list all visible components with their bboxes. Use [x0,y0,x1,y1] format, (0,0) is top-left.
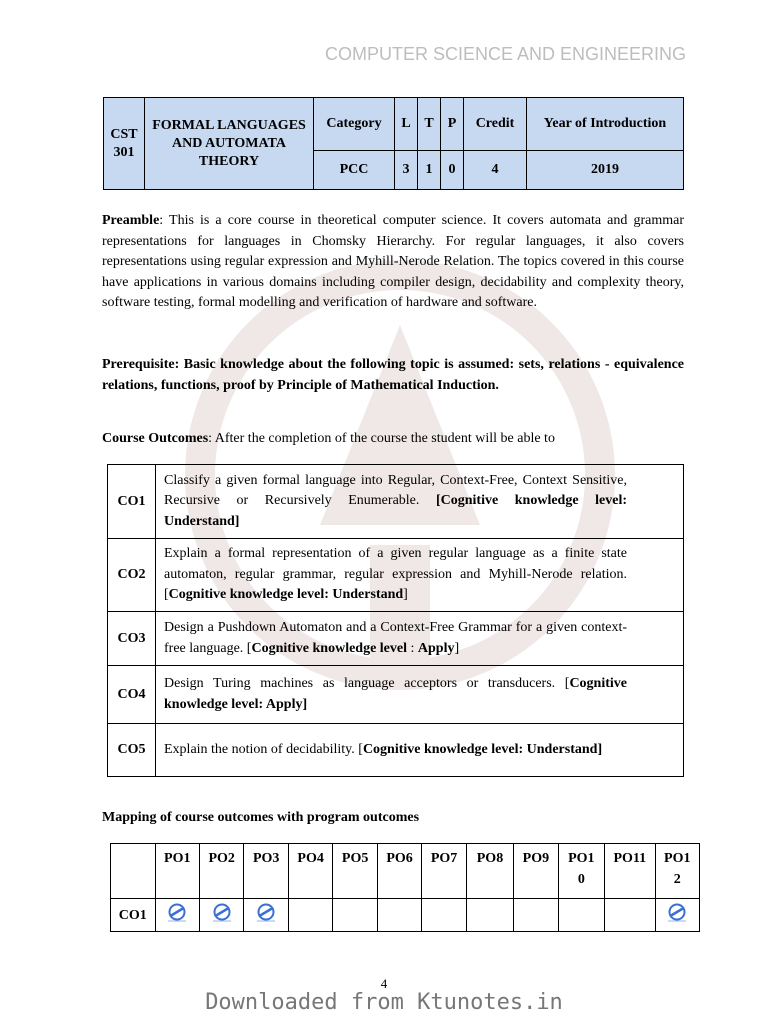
outcomes-label: Course Outcomes [102,431,209,446]
header-t: T [418,98,441,151]
value-year: 2019 [527,151,684,190]
co-row [108,724,684,777]
co-level: Cognitive knowledge level [251,640,407,656]
check-circle-icon [256,902,276,922]
po-mark-cell [155,899,199,932]
header-year: Year of Introduction [527,98,684,151]
po-header-9: PO9 [514,844,558,899]
co-level-tail: ] [403,587,408,603]
download-footer: Downloaded from Ktunotes.in [205,990,563,1015]
co-id: CO3 [108,612,156,666]
preamble-label: Preamble [102,213,160,228]
header-category: Category [314,98,395,151]
po-header-7: PO7 [422,844,466,899]
value-credit: 4 [464,151,527,190]
course-info-table [103,97,684,190]
outcomes-intro-text: : After the completion of the course the student will be able to [208,431,555,446]
po-header-10: PO1 0 [558,844,604,899]
co-description [156,724,684,777]
po-header-1: PO1 [155,844,199,899]
po-mark-cell [605,899,655,932]
value-p: 0 [441,151,464,190]
po-mark-cell [466,899,513,932]
course-outcomes-intro [102,429,684,450]
co-row [108,539,684,612]
co-row [108,465,684,539]
po-mark-cell [377,899,421,932]
value-category: PCC [314,151,395,190]
po-mark-cell [244,899,288,932]
po-header-row [111,844,700,899]
po-data-row [111,899,700,932]
check-circle-icon [167,902,187,922]
co-row [108,612,684,666]
po-mark-cell [199,899,243,932]
corner-cell [111,844,156,899]
preamble-text: : This is a core course in theoretical computer science. It covers automata and grammar representations for languages in Chomsky Hierarchy. For regular languages, it also covers representations using regular expression and Myhill-Nerode Relation. The topics covered in this course have applications in various domains including compiler design, decidability and complexity theory, software testing, formal modelling and verification of hardware and software. [102,213,684,311]
po-header-6: PO6 [377,844,421,899]
co-level: Cognitive knowledge level: Apply] [164,675,627,712]
co-description [156,666,684,724]
po-header-8: PO8 [466,844,513,899]
header-l: L [395,98,418,151]
co-level-value: Apply [417,640,455,656]
check-circle-icon [667,902,687,922]
po-mark-cell [514,899,558,932]
po-mark-cell [333,899,377,932]
check-circle-icon [212,902,232,922]
co-id: CO5 [108,724,156,777]
po-mark-cell [558,899,604,932]
prerequisite-paragraph: Prerequisite: Basic knowledge about the following topic is assumed: sets, relations - equivalence relations, functions, proof by Principle of Mathematical Induction. [102,357,684,393]
co-id: CO1 [108,465,156,539]
co-text: Design a Pushdown Automaton and a Context-Free Grammar for a given context-free language. [ [164,619,627,656]
co-id: CO2 [108,539,156,612]
po-mark-cell [422,899,466,932]
header-credit: Credit [464,98,527,151]
value-t: 1 [418,151,441,190]
co-text: Explain a formal representation of a given regular language as a finite state automaton, regular grammar, regular expression and Myhill-Nerode relation. [ [164,546,627,603]
page-number: 4 [380,976,388,991]
co-description [156,539,684,612]
row-co-id: CO1 [111,899,156,932]
co-level-tail: ] [454,640,460,656]
po-mark-cell [655,899,699,932]
co-level-mid: : [407,640,418,656]
preamble-paragraph [102,211,684,314]
co-level: Cognitive knowledge level: Understand [168,587,404,603]
co-level: Cognitive knowledge level: Understand] [362,741,603,757]
co-description [156,465,684,539]
course-outcomes-table [107,464,684,777]
co-text: Explain the notion of decidability. [ [164,741,363,757]
co-row [108,666,684,724]
po-header-11: PO11 [605,844,655,899]
co-text: Design Turing machines as language acceptors or transducers. [ [164,675,570,691]
po-header-3: PO3 [244,844,288,899]
po-header-5: PO5 [333,844,377,899]
header-p: P [441,98,464,151]
department-header: COMPUTER SCIENCE AND ENGINEERING [324,44,686,64]
po-mark-cell [288,899,332,932]
po-header-12: PO1 2 [655,844,699,899]
co-level: [Cognitive knowledge level: Understand] [164,493,627,529]
course-code: CST 301 [104,98,145,190]
po-header-4: PO4 [288,844,332,899]
value-l: 3 [395,151,418,190]
mapping-title: Mapping of course outcomes with program outcomes [102,810,420,825]
co-description [156,612,684,666]
course-name: FORMAL LANGUAGES AND AUTOMATA THEORY [145,98,314,190]
co-po-mapping-table [110,843,700,932]
po-header-2: PO2 [199,844,243,899]
co-id: CO4 [108,666,156,724]
co-text: Classify a given formal language into Regular, Context-Free, Context Sensitive, Recursive or Recursively Enumerable. [164,472,627,509]
